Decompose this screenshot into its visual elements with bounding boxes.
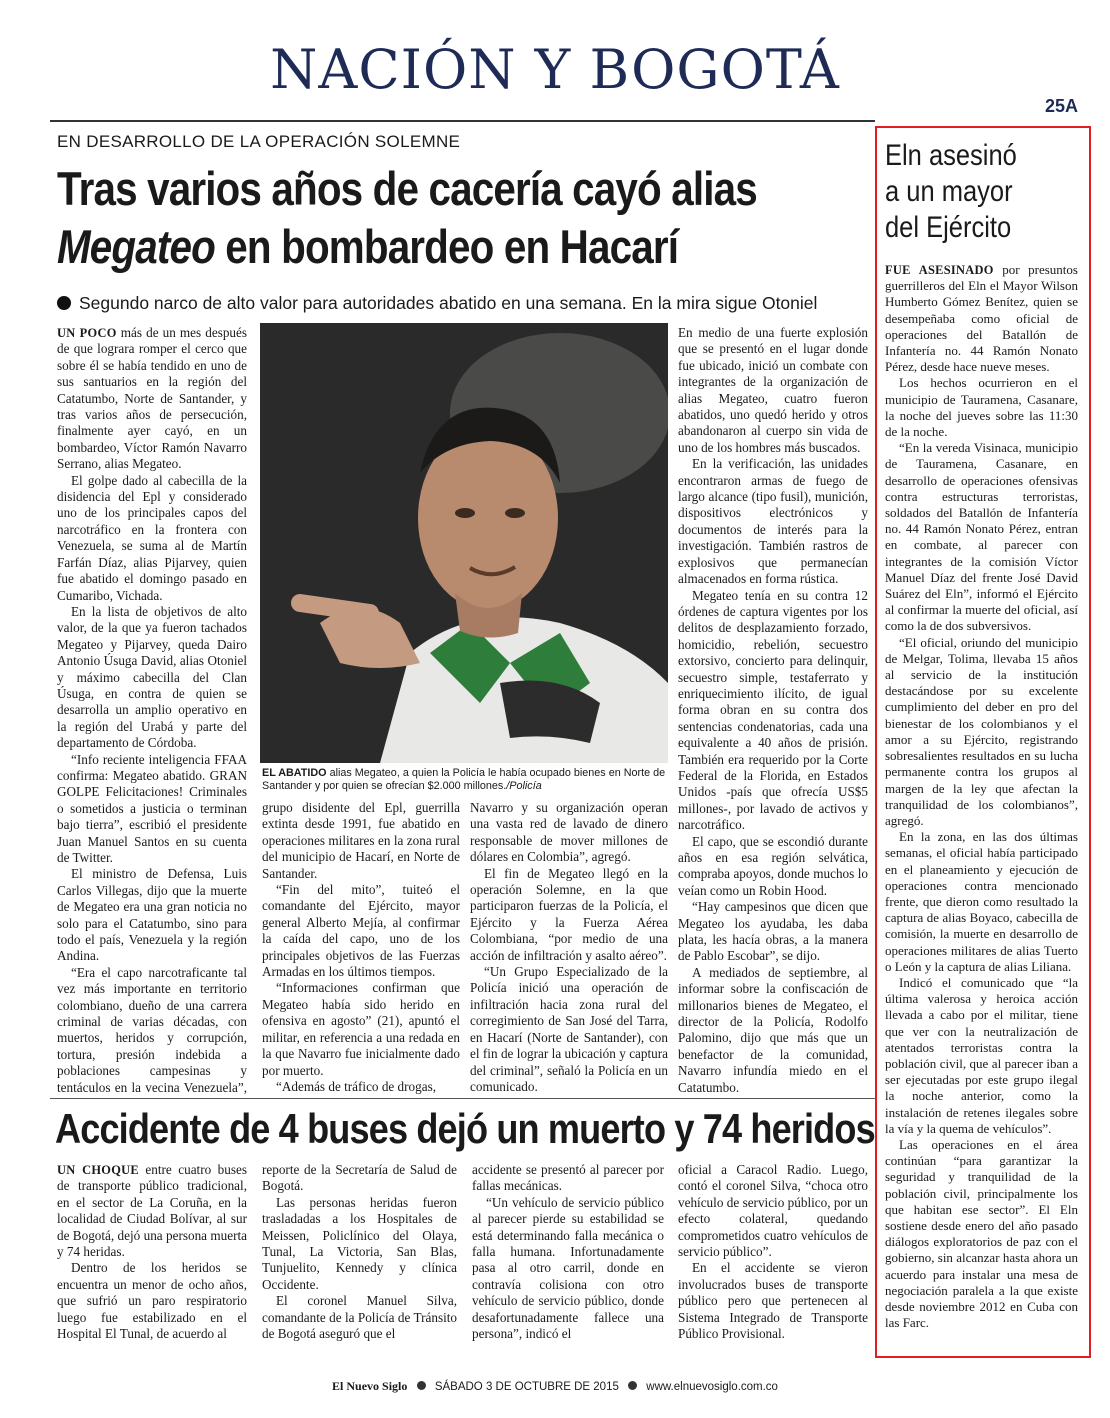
sidebar-title-line: a un mayor <box>885 175 1013 208</box>
sidebar-title <box>885 138 1055 246</box>
sidebar-title-line: del Ejército <box>885 211 1012 244</box>
paragraph-text: por presuntos guerrilleros del Eln el Mayor Wilson Humberto Gómez Benítez, quien se desempeñaba como oficial de operaciones del Batallón de Infantería no. 44 Ramón Nonato Pérez, desde hace nueve meses. <box>885 262 1078 375</box>
photo-megateo <box>260 323 668 763</box>
paragraph: reporte de la Secretaría de Salud de Bogotá. <box>262 1162 457 1194</box>
deck-text: Segundo narco de alto valor para autoridades abatido en una semana. En la mira sigue Otoniel <box>79 293 818 313</box>
paragraph: Indicó el comunicado que “la última valerosa y heroica acción llevada a cabo por el militar, tiene que ver con la neutralización de atentados terroristas contra la población civil, que al parecer iban a ser ejecutadas por este grupo ilegal la noche anterior, como la instalación de retenes ilegales sobre la vía y la quema de vehículos”. <box>885 974 1078 1136</box>
second-col-4 <box>678 1162 868 1362</box>
paragraph: En la zona, en las dos últimas semanas, el oficial había participado en el planeamiento y ejecución de operaciones contra mencionado frente, que dieron como resultado la captura de alias Boyaco, cabecilla de comisión, la muerte en desarrollo de operaciones militares de alias Tuerto o León y la captura de alias Liliana. <box>885 829 1078 974</box>
headline-italic-name: Megateo <box>57 220 215 273</box>
caption-text: alias Megateo, a quien la Policía le había ocupado bienes en Norte de Santander y por quien se ofrecían $2.000 millones. <box>262 767 666 792</box>
paragraph: “Fin del mito”, tuiteó el comandante del Ejército, mayor general Alberto Mejía, al confirmar la caída del capo, uno de los principales objetivos de las Fuerzas Armadas en los últimos tiempos. <box>262 882 460 980</box>
paragraph <box>885 262 1078 375</box>
second-col-3 <box>472 1162 664 1362</box>
second-headline: Accidente de 4 buses dejó un muerto y 74 heridos <box>55 1105 875 1152</box>
section-divider <box>50 1098 875 1099</box>
main-col-1 <box>57 325 247 1097</box>
paragraph: El ministro de Defensa, Luis Carlos Villegas, dijo que la muerte de Megateo era una gran noticia no solo para el Catatumbo, sino para todo el país, Venezuela y la región Andina. <box>57 866 247 964</box>
photo-caption <box>262 767 672 793</box>
caption-lead: EL ABATIDO <box>262 767 327 779</box>
bullet-icon <box>57 296 71 310</box>
paragraph: Navarro y su organización operan una vasta red de lavado de dinero responsable de mover millones de dólares en Colombia”, agregó. <box>470 800 668 865</box>
paragraph: En el accidente se vieron involucrados buses de transporte público pero que pertenecen al Sistema Integrado de Transporte Público Provisional. <box>678 1260 868 1342</box>
separator-dot-icon <box>628 1381 637 1390</box>
footer-brand: El Nuevo Siglo <box>332 1379 408 1393</box>
paragraph: A mediados de septiembre, al informar sobre la confiscación de millonarios bienes de Megateo, el director de la Policía, Rodolfo Palomino, dijo que más que un benefactor de la comunidad, Navarro infundía miedo en el Catatumbo. <box>678 964 868 1095</box>
lead-words: FUE ASESINADO <box>885 263 994 277</box>
paragraph: Dentro de los heridos se encuentra un menor de ocho años, que sufrió un paro respiratorio luego fue estabilizado en el Hospital El Tunal, de acuerdo al <box>57 1260 247 1342</box>
paragraph: oficial a Caracol Radio. Luego, contó el coronel Silva, “choca otro vehículo de servicio público, por un efecto colateral, quedando comprometidos cuatro vehículos de servicio público”. <box>678 1162 868 1260</box>
paragraph: “Era el capo narcotraficante tal vez más importante en territorio colombiano, dueño de una carrera criminal de varias décadas, con muertos, heridos y corrupción, tortura, presión indebida a poblaciones campesinas y tentáculos en la vecina Venezuela”, <box>57 964 247 1095</box>
paragraph <box>57 1162 247 1260</box>
paragraph: En medio de una fuerte explosión que se presentó en el lugar donde fue ubicado, inició un combate con integrantes de la organización de alias Megateo, cuatro fueron abatidos, uno quedó herido y otros abandonaron al cuerpo sin vida de uno de los hombres más buscados. <box>678 325 868 455</box>
sidebar-title-line: Eln asesinó <box>885 139 1017 172</box>
paragraph: Los hechos ocurrieron en el municipio de Tauramena, Casanare, la noche del jueves sobre las 11:30 de la noche. <box>885 375 1078 440</box>
footer-date: SÁBADO 3 DE OCTUBRE DE 2015 <box>434 1381 619 1393</box>
paragraph: El golpe dado al cabecilla de la disidencia del Epl y considerado uno de los principales capos del narcotráfico en la frontera con Venezuela, se suma al de Martín Farfán Díaz, alias Pijarvey, quien fue abatido el domingo pasado en Cumaribo, Vichada. <box>57 472 247 603</box>
sidebar-body <box>885 262 1078 1347</box>
paragraph: El coronel Manuel Silva, comandante de la Policía de Tránsito de Bogotá aseguró que el <box>262 1293 457 1342</box>
paragraph-text: más de un mes después de que lograra romper el cerco que sobre él se había tendido en uno de sus santuarios en la región del Catatumbo, Norte de Santander, y tras varios años de persecución, finalmente ayer cayó, en un bombardeo, Víctor Ramón Navarro Serrano, alias Megateo. <box>57 325 247 472</box>
paragraph: “El oficial, oriundo del municipio de Melgar, Tolima, llevaba 15 años al servicio de la institución destacándose por su excelente cumplimiento del deber en pro del bienestar de los colombianos y el amor a su Ejército, registrando sobresalientes resultados en su lucha permanente contra los grupos al margen de la ley que afectan la tranquilidad de los colombianos”, agregó. <box>885 634 1078 828</box>
paragraph: El capo, que se escondió durante años en esa región selvática, compraba apoyos, donde muchos lo veían como un Robin Hood. <box>678 833 868 898</box>
headline-line-2 <box>57 218 762 276</box>
section-title: NACIÓN Y BOGOTÁ <box>270 38 840 101</box>
paragraph: grupo disidente del Epl, guerrilla extinta desde 1991, fue abatido en operaciones militares en la zona rural del municipio de Hacarí, en Norte de Santander. <box>262 800 460 881</box>
second-col-1 <box>57 1162 247 1362</box>
paragraph: En la lista de objetivos de alto valor, de la que ya fueron tachados Megateo y Pijarvey, queda Dairo Antonio Úsuga David, alias Otoniel y máximo cabecilla del Clan Úsuga, en contra de quien se desarrolla un amplio operativo en la región del Urabá y parte del departamento de Córdoba. <box>57 603 247 751</box>
top-rule <box>50 120 875 122</box>
page-number: 25A <box>1044 96 1078 116</box>
main-col-4 <box>678 325 868 1097</box>
caption-credit: /Policía <box>506 780 542 792</box>
second-col-2 <box>262 1162 457 1362</box>
paragraph: En la verificación, las unidades encontraron armas de fuego de largo alcance (tipo fusil), munición, dispositivos electrónicos y documentos de interés para la investigación. También rastros de explosivos que permanecían almacenados en forma rústica. <box>678 456 868 587</box>
paragraph: “Hay campesinos que dicen que Megateo los ayudaba, les daba plata, les hacía obras, a la manera de Pablo Escobar”, se dijo. <box>678 899 868 964</box>
main-col-3 <box>470 800 668 1096</box>
paragraph: “Info reciente inteligencia FFAA confirma: Megateo abatido. GRAN GOLPE Felicitaciones! Criminales o sometidos a justicia o terminan bajo tierra”, escribió el presidente Juan Manuel Santos en su cuenta de Twitter. <box>57 751 247 865</box>
paragraph: “Informaciones confirman que Megateo había sido herido en ofensiva en agosto” (21), apuntó el militar, en referencia a una redada en la que Navarro fue inicialmente dado por muerto. <box>262 980 460 1078</box>
paragraph: Las personas heridas fueron trasladadas a los Hospitales de Meissen, Policlínico del Olaya, Tunal, La Victoria, San Blas, Tunjuelito, Kennedy y clínica Occidente. <box>262 1194 457 1292</box>
portrait-illustration <box>260 323 668 763</box>
paragraph: Las operaciones en el área continúan “para garantizar la seguridad y tranquilidad de la población civil, principalmente los que habitan ese sector”. El Eln sostiene desde enero del año pasado diálogos exploratorios de paz con el gobierno, sin alcanzar hasta ahora un acuerdo para instalar una mesa de negociación paralela a la que existe desde noviembre 2012 en Cuba con las Farc. <box>885 1136 1078 1331</box>
headline-line-1: Tras varios años de cacería cayó alias <box>57 162 757 215</box>
paragraph-text: entre cuatro buses de transporte público tradicional, en el sector de La Coruña, en la localidad de Ciudad Bolívar, al sur de Bogotá, dejó una persona muerta y 74 heridas. <box>57 1162 247 1260</box>
lead-words: UN CHOQUE <box>57 1163 139 1177</box>
paragraph: Megateo tenía en su contra 12 órdenes de captura vigentes por los delitos de desplazamiento forzado, homicidio, rebelión, secuestro extorsivo, concierto para delinquir, secuestro simple, testaferrato y enriquecimiento ilícito, de igual forma obran en su contra dos sentencias condenatorias, cada una equivalente a 40 años de prisión. También era requerido por la Corte Federal de la Florida, en Estados Unidos -país que ofrecía US$5 millones-, por lavado de activos y narcotráfico. <box>678 587 868 833</box>
kicker: EN DESARROLLO DE LA OPERACIÓN SOLEMNE <box>57 132 461 151</box>
paragraph <box>57 325 247 473</box>
paragraph: “En la vereda Visinaca, municipio de Tauramena, Casanare, en desarrollo de operaciones ofensivas contra estructuras terroristas, soldados del Batallón de Infantería no. 44 Ramón Nonato Pérez, entran en combate, al parecer con integrantes de la comisión Víctor Manuel Díaz del frente José David Suárez del Eln”, informó el Ejército al confirmar la muerte del oficial, así como la de dos subversivos. <box>885 440 1078 634</box>
paragraph: “Un vehículo de servicio público al parecer pierde su estabilidad se está determinando falla mecánica o falla humana. Infortunadamente pasa al otro carril, donde en contravía colisiona con otro vehículo de servicio público, donde desafortunadamente fallece una persona”, indicó el <box>472 1194 664 1342</box>
deck <box>57 293 817 314</box>
headline-line-2-rest: en bombardeo en Hacarí <box>214 220 679 273</box>
separator-dot-icon <box>417 1381 426 1390</box>
page-footer <box>0 1379 1110 1394</box>
paragraph: accidente se presentó al parecer por fallas mecánicas. <box>472 1162 664 1194</box>
lead-words: UN POCO <box>57 326 117 340</box>
paragraph: “Además de tráfico de drogas, <box>276 1078 437 1094</box>
main-col-2 <box>262 800 460 1096</box>
main-headline <box>57 160 762 276</box>
paragraph: “Un Grupo Especializado de la Policía inició una operación de infiltración hacia zona rural del corregimiento de San José del Tarra, en Hacarí (Norte de Santander), con el fin de lograr la ubicación y captura del criminal”, señaló la Policía en un comunicado. <box>470 964 668 1094</box>
paragraph: El fin de Megateo llegó en la operación Solemne, en la que participaron fuerzas de la Policía, el Ejército y la Fuerza Aérea Colombiana, “por medio de una acción de infiltración y asalto aéreo”. <box>470 865 668 963</box>
footer-url: www.elnuevosiglo.com.co <box>646 1381 778 1393</box>
